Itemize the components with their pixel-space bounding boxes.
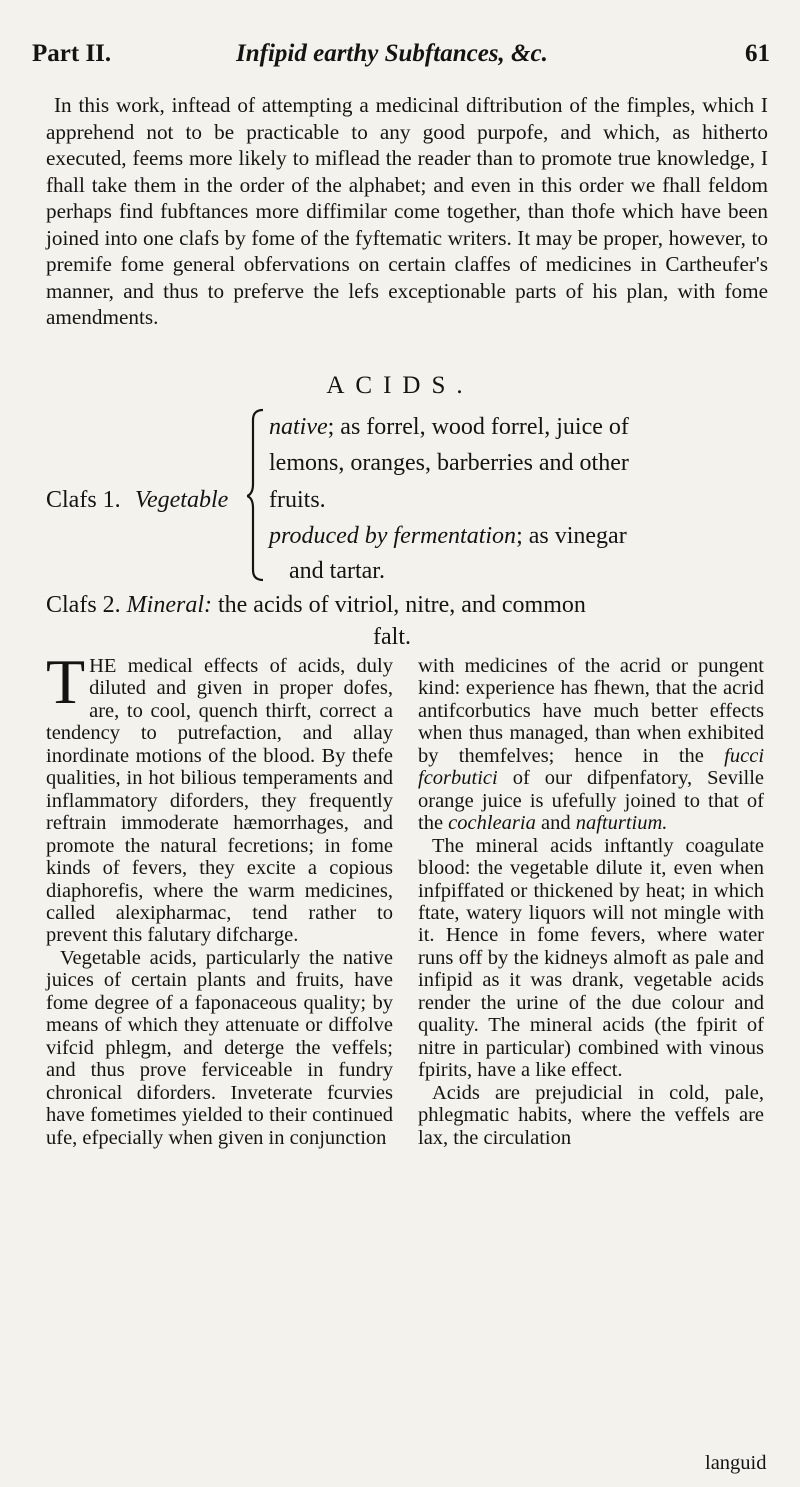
class2-line-1 [46,592,586,619]
produced-label: produced by fermentation [269,523,517,549]
classification-brace [247,408,267,582]
left-p1-text: medical effects of acids, duly diluted and given in proper dofes, are, to cool, quench thirft, correct a tendency to putrefaction, and allay inordinate motions of the blood. By thefe qualities, in hot bilious temperaments and inflammatory diforders, they frequently reftrain immoderate hæmorrhages, and promote the natural fecretions; in fome kinds of fevers, they excite a copious diaphorefis, where the warm medicines, called alexipharmac, tend rather to prevent this falutary difcharge. [46,655,394,947]
native-text-2: lemons, oranges, barberries and other [269,450,629,476]
right-p1-italic-1: fucci fcorbutici [418,744,765,790]
class2-text-1: the acids of vitriol, nitre, and common [217,592,586,618]
section-heading: ACIDS. [326,372,474,399]
right-p1-c: and [540,812,571,835]
right-p1-a: with medicines of the acrid or pungent kind: experience has fhewn, that the acrid antifcorbutics have much better effects when thus managed, than when exhibited by themfelves; hence in the [418,655,764,767]
running-header [30,40,770,80]
produced-line-1 [269,523,627,550]
right-column [418,655,764,1149]
right-p1-italic-3: nafturtium. [575,812,668,835]
header-title: Infipid earthy Subftances, &c. [236,40,548,67]
right-paragraph-1 [418,655,764,835]
right-paragraph-2: The mineral acids inftantly coagulate blood: the vegetable dilute it, even when infpiffated or thickened by heat; in which ftate, watery liquors will not mingle with it. Hence in fome fevers, where water runs off by the kidneys almoft as pale and infipid as it was drank, vegetable acids render the urine of the due colour and quality. The mineral acids (the fpirit of nitre in particular) combined with vinous fpirits, have a like effect. [418,834,764,1082]
right-p1-italic-2: cochlearia [448,812,536,835]
header-part: Part II. [32,40,112,67]
produced-text-1: ; as vinegar [516,523,627,549]
class2-type: Mineral: [126,592,212,618]
class2-text-2: falt. [373,624,411,650]
left-column [46,646,394,1149]
class2-label: Clafs 2. [46,592,121,618]
native-text-3: fruits. [269,487,326,513]
left-paragraph-1 [46,646,394,947]
native-text-1: ; as forrel, wood forrel, juice of [327,414,629,440]
right-p1-b: of our difpenfatory, Seville orange juice is ufefully joined to that of the [418,767,765,835]
right-paragraph-3: Acids are prejudicial in cold, pale, phlegmatic habits, where the veffels are lax, the circulation [418,1081,764,1149]
catchword: languid [705,1452,767,1474]
left-p1-start: HE [89,655,117,677]
class1-label: Clafs 1. [46,487,121,513]
native-label: native [269,414,328,440]
page-number: 61 [745,40,770,67]
drop-cap: T [46,646,86,717]
native-line-1 [269,414,629,441]
intro-paragraph: In this work, inftead of attempting a medicinal diftribution of the fimples, which I apprehend not to be practicable to any good purpofe, and which, as hitherto executed, feems more likely to miflead the reader than to promote true knowledge, I fhall take them in the order of the alphabet; and even in this order we fhall feldom perhaps find fubftances more diffimilar come together, than thofe which have been joined into one clafs by fome of the fyftematic writers. It may be proper, however, to premife fome general obfervations on certain claffes of medicines in Cartheufer's manner, and thus to preferve the lefs exceptionable parts of his plan, with fome amendments. [46,93,768,329]
produced-text-2: and tartar. [289,558,385,584]
left-paragraph-2: Vegetable acids, particularly the native juices of certain plants and fruits, have fome degree of a faponaceous quality; by means of which they attenuate or diffolve vifcid phlegm, and deterge the veffels; and thus prove ferviceable in fundry chronical diforders. Inveterate fcurvies have fometimes yielded to their continued ufe, efpecially when given in conjunction [46,946,393,1149]
class1-type: Vegetable [135,487,229,513]
